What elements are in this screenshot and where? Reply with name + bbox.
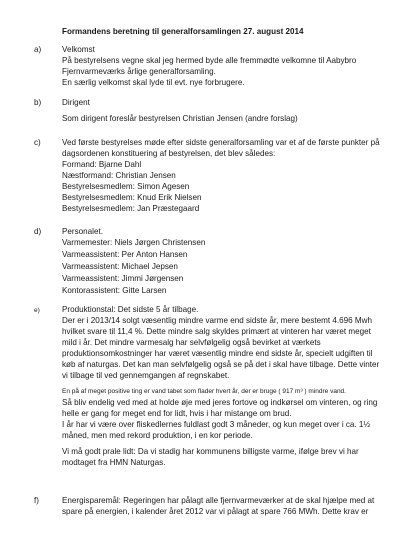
section-heading: Produktionstal: Det sidste 5 år tilbage. [62, 305, 199, 314]
text-line: køb af naturgas. Det kan man selvfølgelig også se på det i skal have tilbage. Dette vinter [62, 360, 380, 369]
section-letter: c) [34, 138, 41, 147]
text-line: På bestyrelsens vegne skal jeg hermed byde alle fremmødte velkomne til Aabybro [62, 56, 357, 65]
board-member: Bestyrelsesmedlem: Simon Agesen [62, 182, 190, 191]
staff-member: Kontorassistent: Gitte Larsen [62, 286, 167, 295]
text-line: Som dirigent foreslår bestyrelsen Christian Jensen (andre forslag) [62, 114, 298, 123]
water-loss-note: En på af meget positive ting er vand tabet som flader hvert år, der er bruge ( 917 m³ ) mindre vand. [62, 388, 346, 395]
section-body [62, 97, 396, 124]
text-line: dagsordenen konstituering af bestyrelsen, det blev således: [62, 149, 276, 158]
section-heading: Dirigent [62, 98, 90, 107]
section-heading: Personalet. [62, 227, 103, 236]
section-heading: Velkomst [62, 45, 95, 54]
section-letter: f) [34, 496, 39, 505]
text-line: Der er i 2013/14 solgt væsentlig mindre varme end sidste år, mere bestemt 4.696 Mwh [62, 316, 372, 325]
section-letter: e) [34, 307, 40, 314]
board-member: Næstformand: Christian Jensen [62, 171, 176, 180]
text-line: Ved første bestyrelses møde efter sidste generalforsamling var et af de første punkter på [62, 138, 380, 147]
text-line: Fjernvarmeværks årlige generalforsamling. [62, 67, 216, 76]
text-line: produktionsomkostninger har været væsentlig mindre end sidste år, specielt udgiften til [62, 349, 373, 358]
document-title: Formandens beretning til generalforsamlingen 27. august 2014 [62, 27, 304, 36]
section-letter: a) [34, 45, 42, 54]
text-line: vi tilbage til ved gennemgangen af regnskabet. [62, 371, 230, 380]
staff-member: Varmeassistent: Michael Jepsen [62, 262, 178, 271]
section-letter: d) [34, 227, 42, 236]
section-body [62, 137, 396, 214]
staff-member: Varmemester: Niels Jørgen Christensen [62, 238, 206, 247]
staff-member: Varmeassistent: Jimmi Jørgensen [62, 274, 184, 283]
section-body [62, 304, 396, 468]
staff-member: Varmeassistent: Per Anton Hansen [62, 250, 188, 259]
board-member: Bestyrelsesmedlem: Jan Præstegaard [62, 204, 200, 213]
section-body [62, 44, 396, 88]
text-line: måned, men med rekord produktion, i en kor periode. [62, 431, 253, 440]
section-body [62, 226, 396, 296]
board-member: Formand: Bjarne Dahl [62, 160, 142, 169]
text-line: spare på energien, i kalender året 2012 var vi pålagt at spare 766 MWh. Dette krav er [62, 507, 369, 516]
text-line: hvilket svare til 11,4 %. Dette mindre salg skyldes primært at vinteren har været meget [62, 327, 371, 336]
text-line: Så bliv endelig ved med at holde øje med jeres fortove og indkørsel om vinteren, og ring [62, 398, 378, 407]
text-line: Vi må godt prale lidt: Da vi stadig har kommunens billigste varme, ifølge brev vi har [62, 447, 359, 456]
section-letter: b) [34, 98, 42, 107]
text-line: En særlig velkomst skal lyde til evt. nye forbrugere. [62, 78, 245, 87]
board-member: Bestyrelsesmedlem: Knud Erik Nielsen [62, 193, 202, 202]
text-line: helle er gang for meget end for lidt, hvis i har mistange om brud. [62, 409, 292, 418]
text-line: I år har vi være over fliskedlernes fuldlast godt 3 måneder, og kun meget over i ca. 1½ [62, 420, 371, 429]
section-body [62, 495, 396, 517]
text-line: mild i år. Det mindre varmesalg har selvfølgelig også bevirket at værkets [62, 338, 321, 347]
text-line: modtaget fra HMN Naturgas. [62, 458, 166, 467]
text-line: Energisparemål: Regeringen har pålagt alle fjernvarmeværker at de skal hjælpe med at [62, 496, 375, 505]
